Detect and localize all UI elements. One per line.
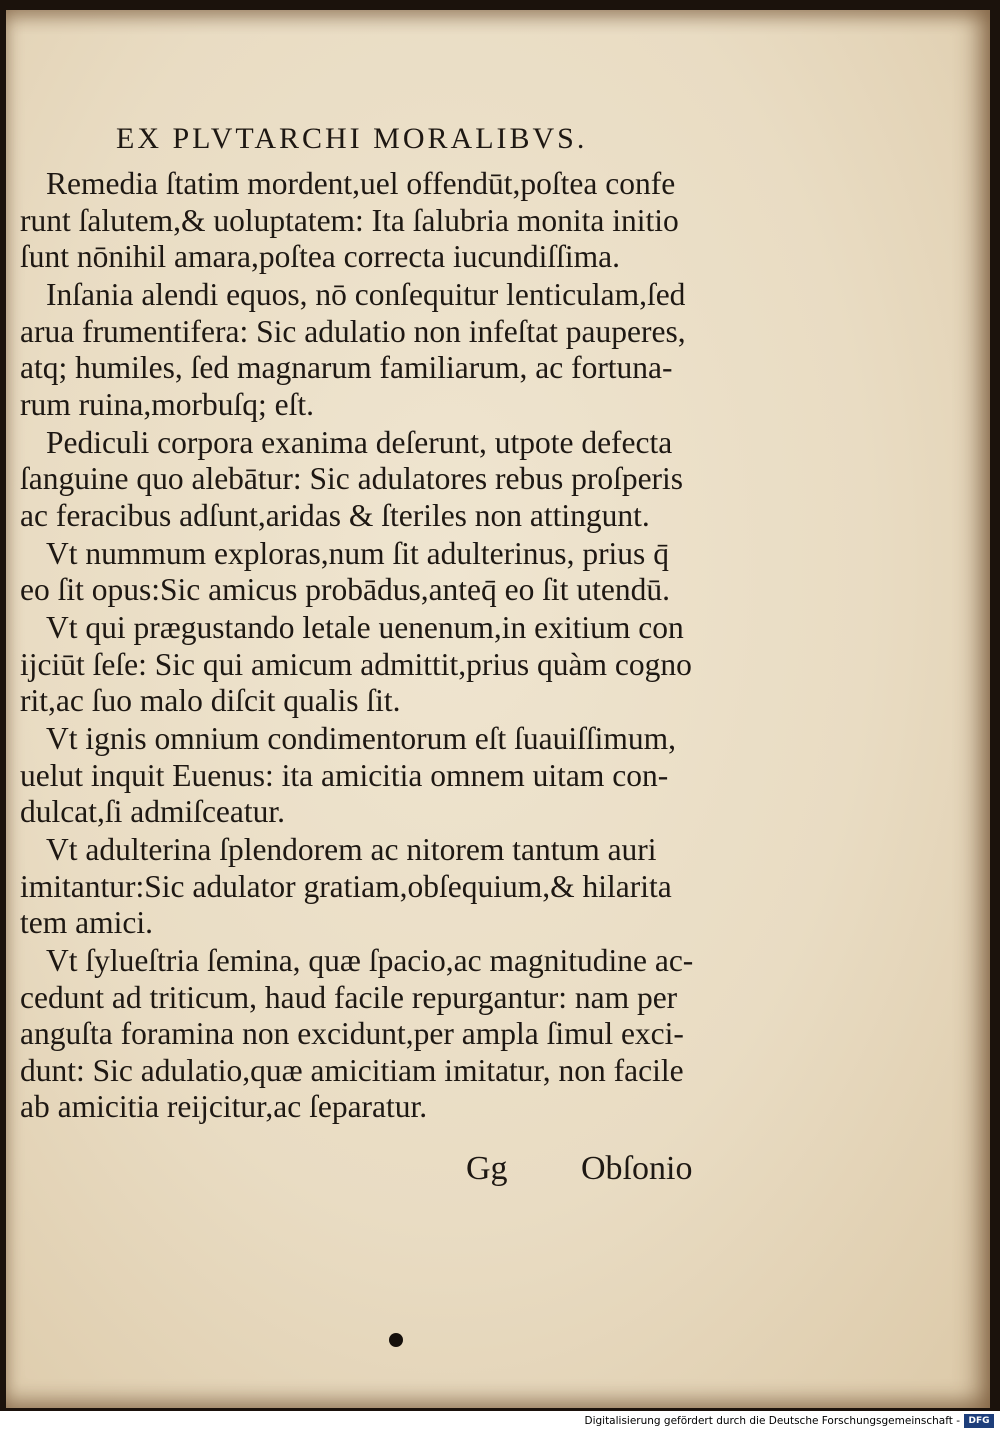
text-line: cedunt ad triticum, haud facile repurgantur: nam per <box>20 979 678 1015</box>
text-line: eo ſit opus:Sic amicus probādus,anteq̄ eo ſit utendū. <box>20 572 671 607</box>
text-line: tem amici. <box>20 905 153 940</box>
paragraph-4 <box>20 536 700 609</box>
paragraph-8 <box>20 943 700 1126</box>
paragraph-5 <box>20 610 700 720</box>
text-line: Vt qui prægustando letale uenenum,in exitium con <box>46 610 684 645</box>
text-line: ac feracibus adſunt,aridas & ſteriles non attingunt. <box>20 497 650 533</box>
body-text <box>20 166 700 1127</box>
paragraph-3 <box>20 425 700 535</box>
text-line: dunt: Sic adulatio,quæ amicitiam imitatur, non facile <box>20 1052 684 1088</box>
text-line: Vt ignis omnium condimentorum eſt ſuauiſſimum, <box>46 721 676 756</box>
paragraph-1 <box>20 166 700 276</box>
text-line: rum ruina,morbuſq; eſt. <box>20 386 314 422</box>
text-line: dulcat,ſi admiſceatur. <box>20 794 286 829</box>
text-line: Remedia ſtatim mordent,uel offendūt,poſtea confe <box>46 166 676 201</box>
text-line: Vt nummum exploras,num ſit adulterinus, prius q̄ <box>46 535 669 571</box>
paragraph-2 <box>20 277 700 423</box>
paragraph-7 <box>20 832 700 942</box>
text-line: rit,ac ſuo malo diſcit qualis ſit. <box>20 683 401 718</box>
running-header: EX PLVTARCHI MORALIBVS. <box>116 122 588 155</box>
funding-note: Digitalisierung gefördert durch die Deutsche Forschungsgemeinschaft - <box>584 1415 960 1427</box>
text-line: imitantur:Sic adulator gratiam,obſequium,& hilarita <box>20 868 672 904</box>
text-line: ſunt nōnihil amara,poſtea correcta iucundiſſima. <box>20 239 621 274</box>
text-line: Pediculi corpora exanima deſerunt, utpote defecta <box>46 424 673 460</box>
text-line: anguſta foramina non excidunt,per ampla ſimul exci- <box>20 1016 684 1051</box>
ink-dot <box>389 1333 403 1347</box>
text-line: runt ſalutem,& uoluptatem: Ita ſalubria monita initio <box>20 202 679 238</box>
text-line: ab amicitia reijcitur,ac ſeparatur. <box>20 1089 428 1124</box>
dfg-logo: DFG <box>964 1414 994 1428</box>
text-line: Vt ſylueſtria ſemina, quæ ſpacio,ac magnitudine ac- <box>46 943 694 978</box>
signature-mark: Gg <box>466 1150 508 1187</box>
footer-bar <box>0 1411 1000 1433</box>
text-line: ijciūt ſeſe: Sic qui amicum admittit,prius quàm cogno <box>20 646 692 682</box>
text-line: atq; humiles, ſed magnarum familiarum, ac fortuna- <box>20 350 673 385</box>
text-line: arua frumentifera: Sic adulatio non infeſtat pauperes, <box>20 313 686 349</box>
catchword: Obſonio <box>581 1150 693 1187</box>
paragraph-6 <box>20 721 700 831</box>
text-line: Vt adulterina ſplendorem ac nitorem tantum auri <box>46 832 657 867</box>
text-line: ſanguine quo alebātur: Sic adulatores rebus proſperis <box>20 461 684 496</box>
book-page <box>6 10 990 1408</box>
text-line: uelut inquit Euenus: ita amicitia omnem uitam con- <box>20 757 669 793</box>
text-line: Inſania alendi equos, nō conſequitur lenticulam,ſed <box>46 277 686 312</box>
